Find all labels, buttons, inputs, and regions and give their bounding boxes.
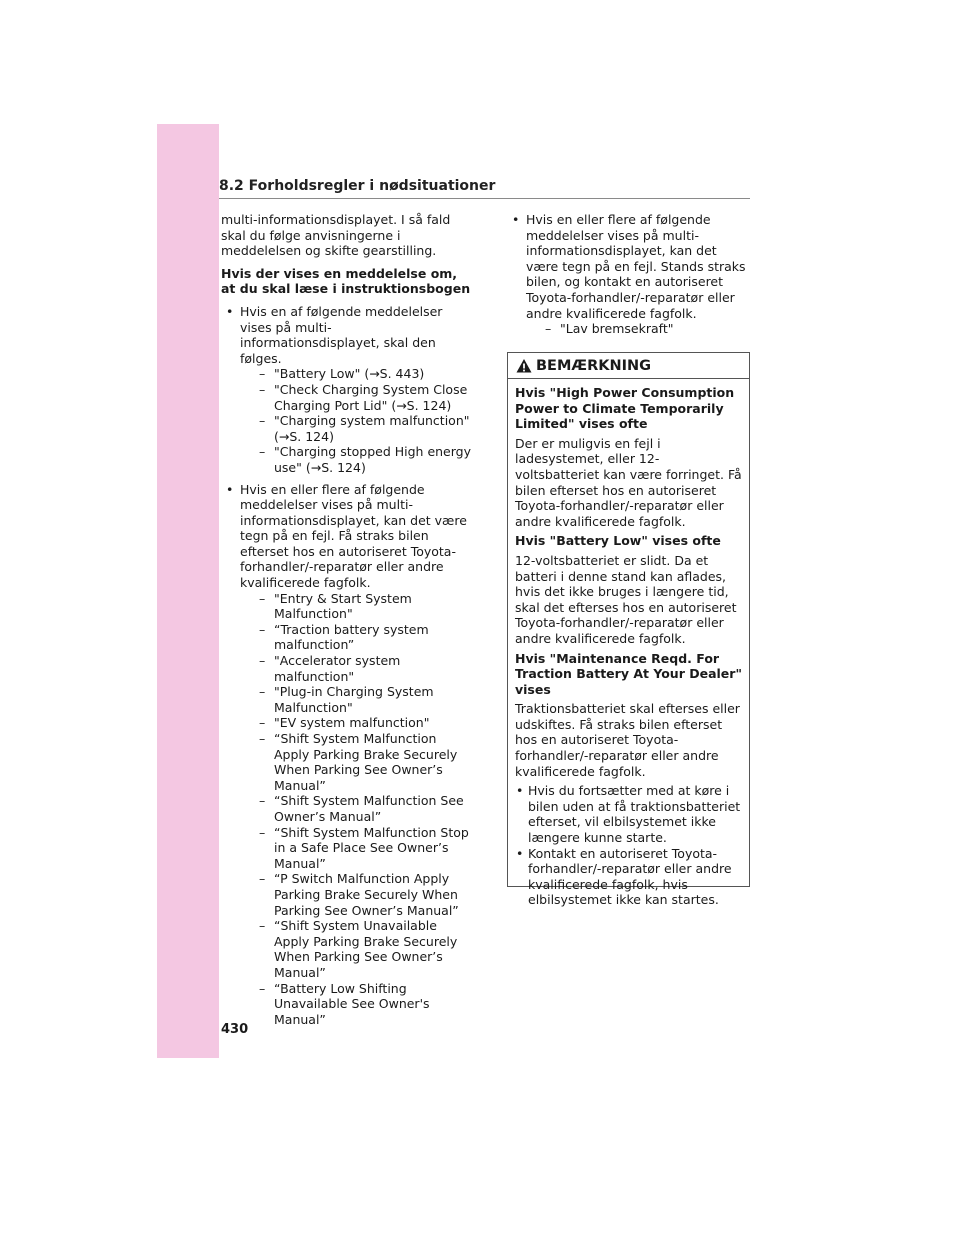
list-item: – “Shift System Malfunction Apply Parking Brake Securely When Parking See Owner’s Manual” <box>240 731 471 793</box>
list-item: – "Battery Low" (→S. 443) <box>240 366 471 382</box>
list-item <box>221 304 471 476</box>
message-bullet-list <box>507 212 750 337</box>
list-item: – “Traction battery system malfunction” <box>240 622 471 653</box>
notice-body <box>508 379 749 908</box>
list-item: – "Accelerator system malfunction" <box>240 653 471 684</box>
notice-title: BEMÆRKNING <box>536 357 652 374</box>
chapter-sidebar-tab <box>157 124 219 1058</box>
list-item: – “Battery Low Shifting Unavailable See Owner's Manual” <box>240 981 471 1028</box>
warning-icon <box>516 358 532 374</box>
bullet-text: Hvis en af følgende meddelelser vises på multi-informationsdisplayet, skal den følges. <box>240 303 443 366</box>
bullet-text: Hvis en eller flere af følgende meddelelser vises på multi-informationsdisplayet, kan det være tegn på en fejl. Stands straks bilen, og kontakt en autoriseret Toyota-forhandler/-reparatør eller andre kvalificerede fagfolk. <box>526 212 746 321</box>
list-item: – "Check Charging System Close Charging Port Lid" (→S. 124) <box>240 382 471 413</box>
notice-title-bar <box>508 353 749 379</box>
list-item <box>507 212 750 337</box>
list-item: – "Plug-in Charging System Malfunction" <box>240 684 471 715</box>
page-number: 430 <box>221 1022 249 1037</box>
list-item: – "Charging stopped High energy use" (→S. 124) <box>240 444 471 475</box>
notice-heading: Hvis "Maintenance Reqd. For Traction Battery At Your Dealer" vises <box>515 650 742 697</box>
bullet-text: Hvis en eller flere af følgende meddelelser vises på multi-informationsdisplayet, kan det være tegn på en fejl. Få straks bilen efterset hos en autoriseret Toyota-forhandler/-reparatør eller andre kvalificerede fagfolk. <box>240 481 467 591</box>
right-column <box>507 212 750 344</box>
section-header: 8.2 Forholdsregler i nødsituationer <box>219 178 750 199</box>
message-sub-list <box>526 321 750 337</box>
list-item: – “Shift System Malfunction Stop in a Safe Place See Owner’s Manual” <box>240 825 471 872</box>
list-item: • Hvis du fortsætter med at køre i bilen uden at få traktionsbatteriet efterset, vil elbilsystemet ikke længere kunne starte. <box>515 783 743 845</box>
message-sub-list <box>240 591 471 1028</box>
notice-box <box>507 352 750 908</box>
message-sub-list <box>240 366 471 475</box>
list-item: – "Lav bremsekraft" <box>526 321 750 337</box>
list-item: – "Charging system malfunction" (→S. 124) <box>240 413 471 444</box>
list-item: – "EV system malfunction" <box>240 715 471 731</box>
left-column <box>221 212 471 1034</box>
list-item <box>221 482 471 1028</box>
notice-paragraph: Der er muligvis en fejl i ladesystemet, eller 12-voltsbatteriet kan være forringet. Få bilen efterset hos en autoriseret Toyota-forhandler/-reparatør eller andre kvalificerede fagfolk. <box>515 435 742 529</box>
notice-bullet-list <box>515 783 743 908</box>
notice-paragraph: 12-voltsbatteriet er slidt. Da et batteri i denne stand kan aflades, hvis det ikke bruges i længere tid, skal det efterses hos en autoriseret Toyota-forhandler/-reparatør eller andre kvalificerede fagfolk. <box>515 552 737 646</box>
list-item: – "Entry & Start System Malfunction" <box>240 591 471 622</box>
intro-paragraph: multi-informationsdisplayet. I så fald skal du følge anvisningerne i meddelelsen og skifte gearstilling. <box>221 212 451 259</box>
list-item: – “Shift System Malfunction See Owner’s Manual” <box>240 793 471 824</box>
message-bullet-list <box>221 304 471 1027</box>
list-item: – “Shift System Unavailable Apply Parking Brake Securely When Parking See Owner’s Manual” <box>240 918 471 980</box>
list-item: – “P Switch Malfunction Apply Parking Brake Securely When Parking See Owner’s Manual” <box>240 871 471 918</box>
manual-message-heading: Hvis der vises en meddelelse om, at du skal læse i instruktionsbogen <box>221 265 471 297</box>
notice-heading: Hvis "High Power Consumption Power to Climate Temporarily Limited" vises ofte <box>515 385 735 432</box>
notice-paragraph: Traktionsbatteriet skal efterses eller udskiftes. Få straks bilen efterset hos en autoriseret Toyota-forhandler/-reparatør eller andre kvalificerede fagfolk. <box>515 701 740 779</box>
notice-heading: Hvis "Battery Low" vises ofte <box>515 533 721 549</box>
list-item: • Kontakt en autoriseret Toyota-forhandler/-reparatør eller andre kvalificerede fagfolk, hvis elbilsystemet ikke kan startes. <box>515 846 743 908</box>
